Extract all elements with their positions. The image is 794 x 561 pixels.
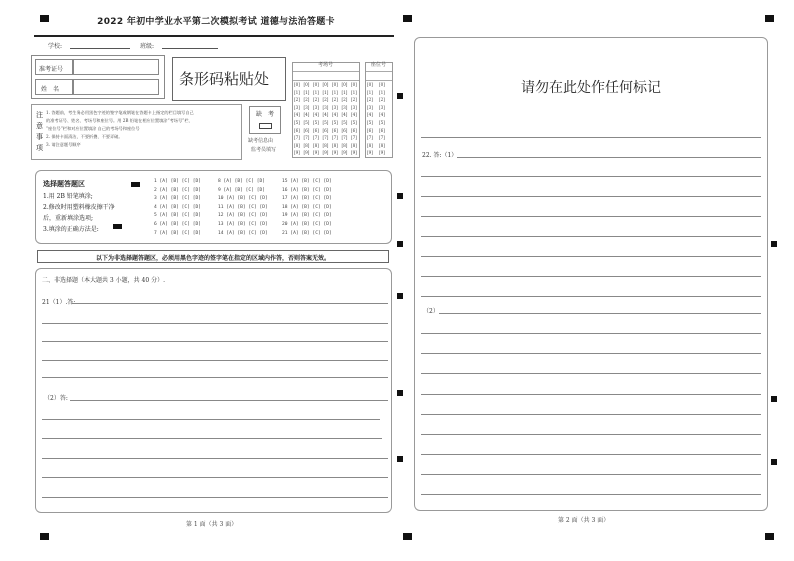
digit-bubble[interactable]: [6] xyxy=(367,127,373,133)
digit-bubble[interactable]: [2] xyxy=(351,97,357,103)
digit-bubble[interactable]: [0] xyxy=(341,82,348,87)
notes-box xyxy=(31,104,242,160)
exam-room-label: 考场号 xyxy=(318,62,334,68)
digit-bubble[interactable]: [8] xyxy=(379,142,385,148)
digit-bubble[interactable]: [2] xyxy=(322,97,329,103)
digit-bubble[interactable]: [8] xyxy=(313,142,319,148)
note-item: 2. 保持卡面清洁，不要折叠、不要弄破。 xyxy=(46,134,123,139)
digit-bubble[interactable]: [3] xyxy=(367,104,373,110)
timing-mark xyxy=(765,15,774,22)
answer-line[interactable] xyxy=(421,373,761,374)
note-item: 的准考证号、姓名、考场号和座位号。用 2B 铅笔在相应位置填涂“考场号”栏、 xyxy=(46,118,193,123)
digit-bubble[interactable]: [6] xyxy=(351,127,357,133)
digit-bubble[interactable]: [0] xyxy=(351,82,357,87)
digit-bubble[interactable]: [7] xyxy=(351,135,357,141)
exam-no-field[interactable] xyxy=(73,59,159,75)
digit-bubble[interactable]: [0] xyxy=(294,82,300,87)
seat-grid xyxy=(365,62,393,158)
answer-line[interactable] xyxy=(42,458,388,459)
timing-mark xyxy=(397,241,403,247)
digit-bubble[interactable]: [5] xyxy=(313,120,319,125)
digit-bubble[interactable]: [0] xyxy=(379,82,385,87)
answer-line[interactable] xyxy=(421,333,761,334)
name-field[interactable] xyxy=(73,79,159,95)
exam-room-grid xyxy=(292,62,360,158)
digit-bubble[interactable]: [9] xyxy=(379,150,385,156)
note-item: “座位号”栏和对应位置填涂 自己的考场号和座位号 xyxy=(46,126,140,131)
digit-bubble[interactable]: [1] xyxy=(341,89,348,95)
choice-question-row[interactable]: 15 [A] [B] [C] [D] xyxy=(282,179,332,184)
choice-question-row[interactable]: 5 [A] [B] [C] [D] xyxy=(154,213,202,219)
digit-bubble[interactable]: [1] xyxy=(332,89,338,95)
digit-bubble[interactable]: [7] xyxy=(303,135,310,141)
choice-area xyxy=(35,170,392,244)
answer-line[interactable] xyxy=(421,137,761,138)
choice-question-row[interactable]: 1 [A] [B] [C] [D] xyxy=(154,179,202,184)
correct-fill-example xyxy=(113,224,122,229)
digit-bubble[interactable]: [0] xyxy=(332,82,338,87)
digit-bubble[interactable]: [6] xyxy=(313,127,319,133)
digit-bubble[interactable]: [8] xyxy=(322,142,329,148)
digit-bubble[interactable]: [7] xyxy=(313,135,319,141)
banner-box xyxy=(37,250,389,263)
digit-bubble[interactable]: [5] xyxy=(379,120,385,125)
digit-bubble[interactable]: [6] xyxy=(379,127,385,133)
page-footer: 第 2 面（共 3 面） xyxy=(558,517,610,524)
barcode-label: 条形码粘贴处 xyxy=(179,70,270,88)
digit-bubble[interactable]: [4] xyxy=(322,112,329,118)
digit-bubble[interactable]: [0] xyxy=(322,82,329,87)
digit-bubble[interactable]: [8] xyxy=(303,142,310,148)
digit-bubble[interactable]: [4] xyxy=(313,112,319,118)
page-title: 2022 年初中学业水平第二次模拟考试 道德与法治答题卡 xyxy=(97,17,335,27)
digit-bubble[interactable]: [6] xyxy=(341,127,348,133)
choice-question-row[interactable]: 9 [A] [B] [C] [D] xyxy=(218,187,266,193)
choice-instruction: 3.填涂的正确方法是: xyxy=(43,226,99,233)
digit-bubble[interactable]: [9] xyxy=(351,150,357,156)
digit-bubble[interactable]: [2] xyxy=(379,97,385,103)
digit-bubble[interactable]: [2] xyxy=(294,97,300,103)
timing-mark xyxy=(40,533,49,540)
timing-mark xyxy=(403,533,412,540)
exam-no-label: 准考证号 xyxy=(39,66,64,73)
answer-line[interactable] xyxy=(421,414,761,415)
answer-line[interactable] xyxy=(421,394,761,395)
digit-bubble[interactable]: [5] xyxy=(303,120,310,125)
seat-label: 座位号 xyxy=(371,62,387,68)
school-field[interactable] xyxy=(70,48,130,49)
choice-heading: 选择题答题区 xyxy=(43,180,85,188)
timing-mark xyxy=(771,241,777,247)
digit-bubble[interactable]: [1] xyxy=(379,89,385,95)
answer-line[interactable] xyxy=(42,477,388,478)
answer-line[interactable] xyxy=(421,494,761,495)
digit-bubble[interactable]: [3] xyxy=(313,104,319,110)
digit-bubble[interactable]: [6] xyxy=(294,127,300,133)
digit-bubble[interactable]: [6] xyxy=(322,127,329,133)
answer-line[interactable] xyxy=(439,313,761,314)
notice-banner: 以下为非选择题答题区，必须用黑色字迹的签字笔在指定的区域内作答，否则答案无效。 xyxy=(95,255,330,262)
digit-bubble[interactable]: [5] xyxy=(341,120,348,125)
answer-line[interactable] xyxy=(42,341,388,342)
digit-bubble[interactable]: [2] xyxy=(303,97,310,103)
class-field[interactable] xyxy=(162,48,218,49)
digit-bubble[interactable]: [4] xyxy=(367,112,373,118)
answer-line[interactable] xyxy=(421,353,761,354)
choice-question-row[interactable]: 14 [A] [B] [C] [D] xyxy=(218,230,268,236)
digit-bubble[interactable]: [1] xyxy=(294,89,300,95)
answer-line[interactable] xyxy=(421,196,761,197)
digit-bubble[interactable]: [5] xyxy=(294,120,300,125)
answer-line[interactable] xyxy=(421,434,761,435)
digit-bubble[interactable]: [9] xyxy=(313,150,319,156)
notes-label-char: 事 xyxy=(36,133,43,141)
digit-bubble[interactable]: [9] xyxy=(332,150,338,156)
digit-bubble[interactable]: [3] xyxy=(351,104,357,110)
absent-checkbox[interactable] xyxy=(259,123,272,129)
answer-line[interactable] xyxy=(421,454,761,455)
digit-bubble[interactable]: [5] xyxy=(351,120,357,125)
digit-bubble[interactable]: [2] xyxy=(367,97,373,103)
choice-question-row[interactable]: 21 [A] [B] [C] [D] xyxy=(282,230,332,236)
choice-question-row[interactable]: 19 [A] [B] [C] [D] xyxy=(282,213,332,219)
answer-line[interactable] xyxy=(421,276,761,277)
absent-area xyxy=(247,104,285,156)
choice-question-row[interactable]: 18 [A] [B] [C] [D] xyxy=(282,204,332,210)
name-label: 姓 名 xyxy=(41,86,60,93)
digit-bubble[interactable]: [9] xyxy=(322,150,329,156)
answer-area-21 xyxy=(35,268,392,513)
choice-instruction: 2.修改时用塑料橡皮擦干净 xyxy=(43,204,115,211)
timing-mark xyxy=(397,193,403,199)
answer-line[interactable] xyxy=(421,474,761,475)
digit-bubble[interactable]: [2] xyxy=(332,97,338,103)
no-mark-notice: 请勿在此处作任何标记 xyxy=(521,80,661,96)
answer-line[interactable] xyxy=(42,377,388,378)
answer-line[interactable] xyxy=(42,438,382,439)
digit-bubble[interactable]: [9] xyxy=(294,150,300,156)
answer-line[interactable] xyxy=(42,419,380,420)
choice-question-row[interactable]: 8 [A] [B] [C] [D] xyxy=(218,179,266,184)
correct-fill-example xyxy=(131,182,140,187)
choice-question-row[interactable]: 11 [A] [B] [C] [D] xyxy=(218,204,268,210)
digit-bubble[interactable]: [8] xyxy=(367,142,373,148)
digit-bubble[interactable]: [5] xyxy=(332,120,338,125)
choice-question-row[interactable]: 3 [A] [B] [C] [D] xyxy=(154,196,202,202)
digit-bubble[interactable]: [4] xyxy=(294,112,300,118)
class-label: 班级: xyxy=(140,43,155,50)
digit-bubble[interactable]: [7] xyxy=(294,135,300,141)
digit-bubble[interactable]: [0] xyxy=(303,82,310,87)
answer-line[interactable] xyxy=(421,216,761,217)
digit-bubble[interactable]: [7] xyxy=(322,135,329,141)
q21-1-label: 21（1）.答: xyxy=(42,299,76,306)
digit-bubble[interactable]: [6] xyxy=(303,127,310,133)
digit-bubble[interactable]: [4] xyxy=(379,112,385,118)
timing-mark xyxy=(397,93,403,99)
digit-bubble[interactable]: [3] xyxy=(341,104,348,110)
digit-bubble[interactable]: [9] xyxy=(303,150,310,156)
answer-line[interactable] xyxy=(42,497,388,498)
digit-bubble[interactable]: [5] xyxy=(367,120,373,125)
choice-question-row[interactable]: 12 [A] [B] [C] [D] xyxy=(218,213,268,219)
digit-bubble[interactable]: [1] xyxy=(322,89,329,95)
timing-mark xyxy=(397,293,403,299)
answer-line[interactable] xyxy=(421,256,761,257)
choice-question-row[interactable]: 7 [A] [B] [C] [D] xyxy=(154,230,202,236)
answer-line[interactable] xyxy=(70,400,388,401)
digit-bubble[interactable]: [8] xyxy=(332,142,338,148)
digit-bubble[interactable]: [3] xyxy=(332,104,338,110)
digit-bubble[interactable]: [3] xyxy=(379,104,385,110)
digit-bubble[interactable]: [4] xyxy=(303,112,310,118)
notes-label-char: 注 xyxy=(36,111,43,119)
header-rule xyxy=(34,35,394,37)
digit-bubble[interactable]: [6] xyxy=(332,127,338,133)
timing-mark xyxy=(397,390,403,396)
digit-bubble[interactable]: [5] xyxy=(322,120,329,125)
answer-line[interactable] xyxy=(421,176,761,177)
digit-bubble[interactable]: [2] xyxy=(313,97,319,103)
digit-bubble[interactable]: [4] xyxy=(332,112,338,118)
choice-question-row[interactable]: 17 [A] [B] [C] [D] xyxy=(282,196,332,202)
absent-label: 缺 考 xyxy=(256,111,275,118)
choice-question-row[interactable]: 4 [A] [B] [C] [D] xyxy=(154,204,202,210)
digit-bubble[interactable]: [4] xyxy=(341,112,348,118)
digit-bubble[interactable]: [0] xyxy=(313,82,319,87)
timing-mark xyxy=(765,533,774,540)
digit-bubble[interactable]: [1] xyxy=(351,89,357,95)
choice-question-row[interactable]: 20 [A] [B] [C] [D] xyxy=(282,222,332,227)
answer-line[interactable] xyxy=(42,323,388,324)
choice-question-row[interactable]: 16 [A] [B] [C] [D] xyxy=(282,187,332,193)
digit-bubble[interactable]: [7] xyxy=(341,135,348,141)
digit-bubble[interactable]: [8] xyxy=(294,142,300,148)
timing-mark xyxy=(403,15,412,22)
digit-bubble[interactable]: [4] xyxy=(351,112,357,118)
timing-mark xyxy=(771,459,777,465)
identity-box xyxy=(31,55,165,99)
digit-bubble[interactable]: [7] xyxy=(332,135,338,141)
q22-1-label: 22. 答:（1） xyxy=(422,152,458,159)
digit-bubble[interactable]: [7] xyxy=(379,135,385,141)
choice-question-row[interactable]: 2 [A] [B] [C] [D] xyxy=(154,187,202,193)
answer-line[interactable] xyxy=(421,236,761,237)
answer-line[interactable] xyxy=(421,296,761,297)
q21-2-label: （2）答: xyxy=(44,395,68,402)
choice-question-row[interactable]: 10 [A] [B] [C] [D] xyxy=(218,196,268,202)
answer-line[interactable] xyxy=(42,360,388,361)
digit-bubble[interactable]: [3] xyxy=(303,104,310,110)
answer-area-22 xyxy=(414,37,768,511)
digit-bubble[interactable]: [7] xyxy=(367,135,373,141)
digit-bubble[interactable]: [8] xyxy=(351,142,357,148)
choice-instruction: 1.用 2B 铅笔填涂; xyxy=(43,193,93,200)
barcode-area xyxy=(172,57,286,101)
timing-mark xyxy=(771,396,777,402)
note-item: 1. 答题前，考生务必用黑色字迹的签字笔或钢笔在答题卡上指定的栏目填写自己 xyxy=(46,110,194,115)
section2-heading: 二、非选择题（本大题共 3 小题，共 40 分）. xyxy=(42,277,165,284)
absent-note: 监考员填写 xyxy=(251,147,277,153)
timing-mark xyxy=(397,456,403,462)
digit-bubble[interactable]: [1] xyxy=(367,89,373,95)
notes-label-char: 项 xyxy=(36,144,43,152)
q22-2-label: （2） xyxy=(423,308,439,315)
digit-bubble[interactable]: [9] xyxy=(341,150,348,156)
digit-bubble[interactable]: [1] xyxy=(313,89,319,95)
digit-bubble[interactable]: [3] xyxy=(294,104,300,110)
digit-bubble[interactable]: [2] xyxy=(341,97,348,103)
absent-note: 缺考信息由 xyxy=(248,138,274,144)
choice-question-row[interactable]: 6 [A] [B] [C] [D] xyxy=(154,222,202,227)
answer-line[interactable] xyxy=(457,157,761,158)
school-label: 学校: xyxy=(48,43,63,50)
notes-label-char: 意 xyxy=(36,122,43,130)
choice-question-row[interactable]: 13 [A] [B] [C] [D] xyxy=(218,222,268,227)
answer-line[interactable] xyxy=(72,303,388,304)
digit-bubble[interactable]: [3] xyxy=(322,104,329,110)
digit-bubble[interactable]: [9] xyxy=(367,150,373,156)
note-item: 3. 请注意题号顺序 xyxy=(46,142,81,147)
digit-bubble[interactable]: [1] xyxy=(303,89,310,95)
digit-bubble[interactable]: [8] xyxy=(341,142,348,148)
choice-instruction: 后，重新填涂选项; xyxy=(43,215,94,222)
page-footer: 第 1 面（共 3 面） xyxy=(186,521,238,528)
digit-bubble[interactable]: [0] xyxy=(367,82,373,87)
